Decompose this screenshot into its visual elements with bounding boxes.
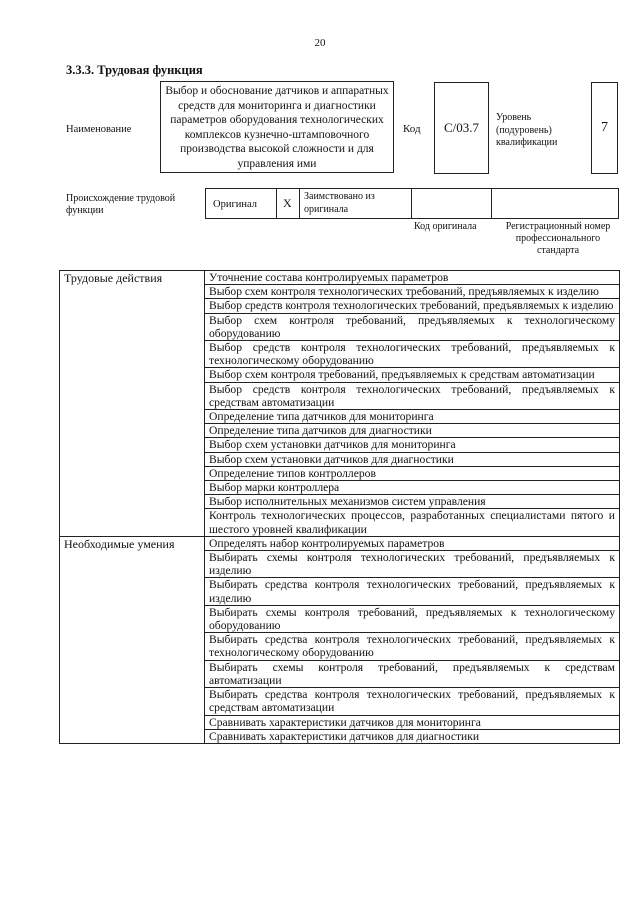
table-cell: Определение типа датчиков для мониторинга	[205, 410, 620, 424]
name-label: Наименование	[66, 124, 132, 135]
function-name: Выбор и обоснование датчиков и аппаратных средств для мониторинга и диагностики параметров оборудования технологических комплексов кузнечно-штамповочного производства высокой сложности и для управления ими	[165, 85, 389, 170]
origin-divider-1	[276, 188, 277, 219]
code-label: Код	[403, 123, 421, 135]
table-cell: Выбор схем установки датчиков для диагностики	[205, 452, 620, 466]
table-cell: Выбор средств контроля технологических требований, предъявляемых к изделию	[205, 299, 620, 313]
code-original-caption: Код оригинала	[414, 221, 477, 232]
table-cell: Выбирать схемы контроля требований, предъявляемых к технологическому оборудованию	[205, 605, 620, 632]
original-mark: X	[283, 196, 292, 210]
table-cell: Выбирать средства контроля технологических требований, предъявляемых к средствам автоматизации	[205, 688, 620, 715]
table-cell: Выбор схем установки датчиков для мониторинга	[205, 438, 620, 452]
category-labor-actions: Трудовые действия	[60, 271, 205, 537]
section-title: 3.3.3. Трудовая функция	[66, 63, 203, 77]
table-cell: Выбор средств контроля технологических требований, предъявляемых к технологическому оборудованию	[205, 341, 620, 368]
table-cell: Выбор исполнительных механизмов систем управления	[205, 495, 620, 509]
table-cell: Выбор марки контроллера	[205, 481, 620, 495]
level-label: Уровень (подуровень) квалификации	[496, 112, 558, 148]
level-value: 7	[601, 120, 608, 135]
page-number: 20	[314, 37, 326, 49]
table-cell: Выбор схем контроля требований, предъявляемых к средствам автоматизации	[205, 368, 620, 382]
origin-divider-3	[411, 188, 412, 219]
category-required-skills: Необходимые умения	[60, 536, 205, 743]
table-cell: Выбирать схемы контроля технологических требований, предъявляемых к изделию	[205, 551, 620, 578]
table-cell: Выбирать схемы контроля требований, предъявляемых к средствам автоматизации	[205, 660, 620, 687]
borrowed-label: Заимствовано из оригинала	[304, 191, 375, 215]
original-label: Оригинал	[213, 199, 257, 210]
table-cell: Выбирать средства контроля технологических требований, предъявляемых к технологическому оборудованию	[205, 633, 620, 660]
origin-divider-4	[491, 188, 492, 219]
table-cell: Определять набор контролируемых параметров	[205, 536, 620, 550]
table-row	[60, 271, 620, 285]
table-cell: Контроль технологических процессов, разработанных специалистами пятого и шестого уровней квалификации	[205, 509, 620, 536]
code-value-box	[434, 82, 489, 174]
table-cell: Определение типа датчиков для диагностики	[205, 424, 620, 438]
table-row	[60, 536, 620, 550]
code-value: C/03.7	[443, 120, 480, 135]
table-cell: Сравнивать характеристики датчиков для диагностики	[205, 729, 620, 743]
function-name-box	[160, 81, 394, 173]
table-cell: Выбор схем контроля требований, предъявляемых к технологическому оборудованию	[205, 313, 620, 340]
level-value-box	[591, 82, 618, 174]
table-cell: Уточнение состава контролируемых параметров	[205, 271, 620, 285]
reg-number-caption: Регистрационный номер профессионального стандарта	[505, 221, 611, 256]
table-cell: Выбирать средства контроля технологических требований, предъявляемых к изделию	[205, 578, 620, 605]
origin-row	[205, 188, 619, 219]
table-cell: Выбор схем контроля технологических требований, предъявляемых к изделию	[205, 285, 620, 299]
function-table	[59, 270, 620, 744]
table-cell: Определение типов контроллеров	[205, 466, 620, 480]
origin-divider-2	[299, 188, 300, 219]
table-cell: Выбор средств контроля технологических требований, предъявляемых к средствам автоматизации	[205, 382, 620, 409]
table-cell: Сравнивать характеристики датчиков для мониторинга	[205, 715, 620, 729]
origin-label: Происхождение трудовой функции	[66, 193, 176, 216]
